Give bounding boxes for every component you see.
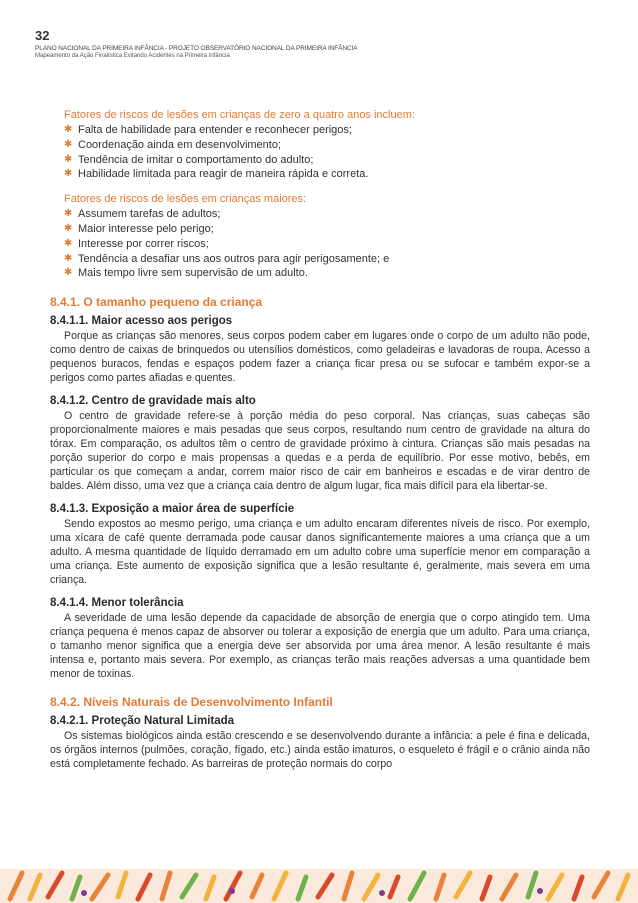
subsection-8-4-2-1-heading: 8.4.2.1. Proteção Natural Limitada [50,715,235,728]
subsection-8-4-1-2-heading: 8.4.1.2. Centro de gravidade mais alto [50,395,256,408]
section-8-4-1-heading: 8.4.1. O tamanho pequeno da criança [50,295,263,310]
running-header-subtitle: Mapeamento da Ação Finalística Evitando Acidentes na Primeira Infância [35,53,230,59]
risk-factors-young [64,108,590,281]
asterisk-bullet-icon: ✱ [64,237,73,249]
asterisk-bullet-icon: ✱ [64,124,73,135]
subsection-8-4-1-1-text: Porque as crianças são menores, seus corpos podem caber em lugares onde o corpo de um adulto não pode, como dentro de caixas de brinquedos ou utensílios domésticos, como geladeiras e lavadoras de roupa. Acesso a pequenos buracos, fendas e espaços podem fazer a criança ficar presa ou se sufocar e também expor-se a perigos como partes afiadas e quentes. [50,330,590,385]
list-item: ✱ Habilidade limitada para reagir de maneira rápida e correta. [64,168,369,181]
subsection-8-4-1-2-text: O centro de gravidade refere-se à porção média do peso corporal. Nas crianças, suas cabeças são proporcionalmente maiores e mais pesadas que seus corpos, resultando num centro de gravidade na altura do tórax. Em comparação, os adultos têm o centro de gravidade próximo à cintura. Crianças são mais pesadas na porção superior do corpo e mais propensas a quedas e a perda de equilíbrio. Por esse motivo, bebês, em particular os que começam a andar, correm maior risco de cair em banheiros e escadas e de virar dentro de baldes. Além disso, uma vez que a criança caia dentro de algum lugar, fica mais difícil para ela libertar-se. [50,410,590,493]
subsection-8-4-1-1-heading: 8.4.1.1. Maior acesso aos perigos [50,315,233,328]
asterisk-bullet-icon: ✱ [64,208,73,220]
list-item: ✱ Falta de habilidade para entender e reconhecer perigos; [64,124,352,136]
subsection-8-4-1-4-heading: 8.4.1.4. Menor tolerância [50,597,184,610]
asterisk-bullet-icon: ✱ [64,252,73,264]
subsection-8-4-2-1-text: Os sistemas biológicos ainda estão crescendo e se desenvolvendo durante a infância: a pele é fina e delicada, os órgãos internos (pulmões, coração, fígado, etc.) ainda estão imaturos, o esqueleto é frágil e o crânio ainda não está completamente fechado. As barreiras de proteção normais do corpo [50,730,590,771]
asterisk-bullet-icon: ✱ [64,222,73,234]
list-item: ✱ Coordenação ainda em desenvolvimento; [64,138,282,151]
list-item: ✱ Maior interesse pelo perigo; [64,222,214,235]
subsection-8-4-1-3-text: Sendo expostos ao mesmo perigo, uma criança e um adulto encaram diferentes níveis de risco. Por exemplo, uma xícara de café quente derramada pode causar danos significantemente maiores a uma criança que a um adulto. A mesma quantidade de líquido derramado em um adulto cobre uma superfície menor em comparação a uma criança. Este aumento de exposição significa que a lesão resultante é, geralmente, mais severa em uma criança. [50,518,590,587]
subsection-8-4-1-3-heading: 8.4.1.3. Exposição a maior área de superfície [50,503,295,516]
decorative-footer-strip [0,869,638,903]
risk-older-heading: Fatores de riscos de lesões em crianças maiores: [64,193,307,206]
list-item: ✱ Mais tempo livre sem supervisão de um adulto. [64,267,308,280]
asterisk-bullet-icon: ✱ [64,267,73,279]
risk-older-list [64,207,590,281]
page-content [50,108,590,780]
section-8-4-2-heading: 8.4.2. Níveis Naturais de Desenvolvimento Infantil [50,695,333,710]
list-item: ✱ Tendência a desafiar uns aos outros para agir perigosamente; e [64,252,390,265]
running-header-title: PLANO NACIONAL DA PRIMEIRA INFÂNCIA - PROJETO OBSERVATÓRIO NACIONAL DA PRIMEIRA INFÂNCIA [35,45,358,52]
asterisk-bullet-icon: ✱ [64,138,73,150]
subsection-8-4-1-4-text: A severidade de uma lesão depende da capacidade de absorção de energia que o corpo atingido tem. Uma criança pequena é menos capaz de absorver ou tolerar a exposição de energia que um adulto. Para uma criança, o tamanho menor significa que a energia deve ser absorvida por uma área menor. A lesão resultante é mais intensa e, portanto mais severa. Por exemplo, as crianças terão mais reações adversas a uma quantidade bem menor de toxinas. [50,612,590,681]
risk-young-list [64,123,590,182]
asterisk-bullet-icon: ✱ [64,168,73,180]
risk-young-heading: Fatores de riscos de lesões em crianças de zero a quatro anos incluem: [64,109,415,121]
asterisk-bullet-icon: ✱ [64,153,73,165]
list-item: ✱ Assumem tarefas de adultos; [64,208,221,221]
list-item: ✱ Tendência de imitar o comportamento do adulto; [64,153,314,166]
page-number: 32 [35,28,50,43]
list-item: ✱ Interesse por correr riscos; [64,237,209,250]
